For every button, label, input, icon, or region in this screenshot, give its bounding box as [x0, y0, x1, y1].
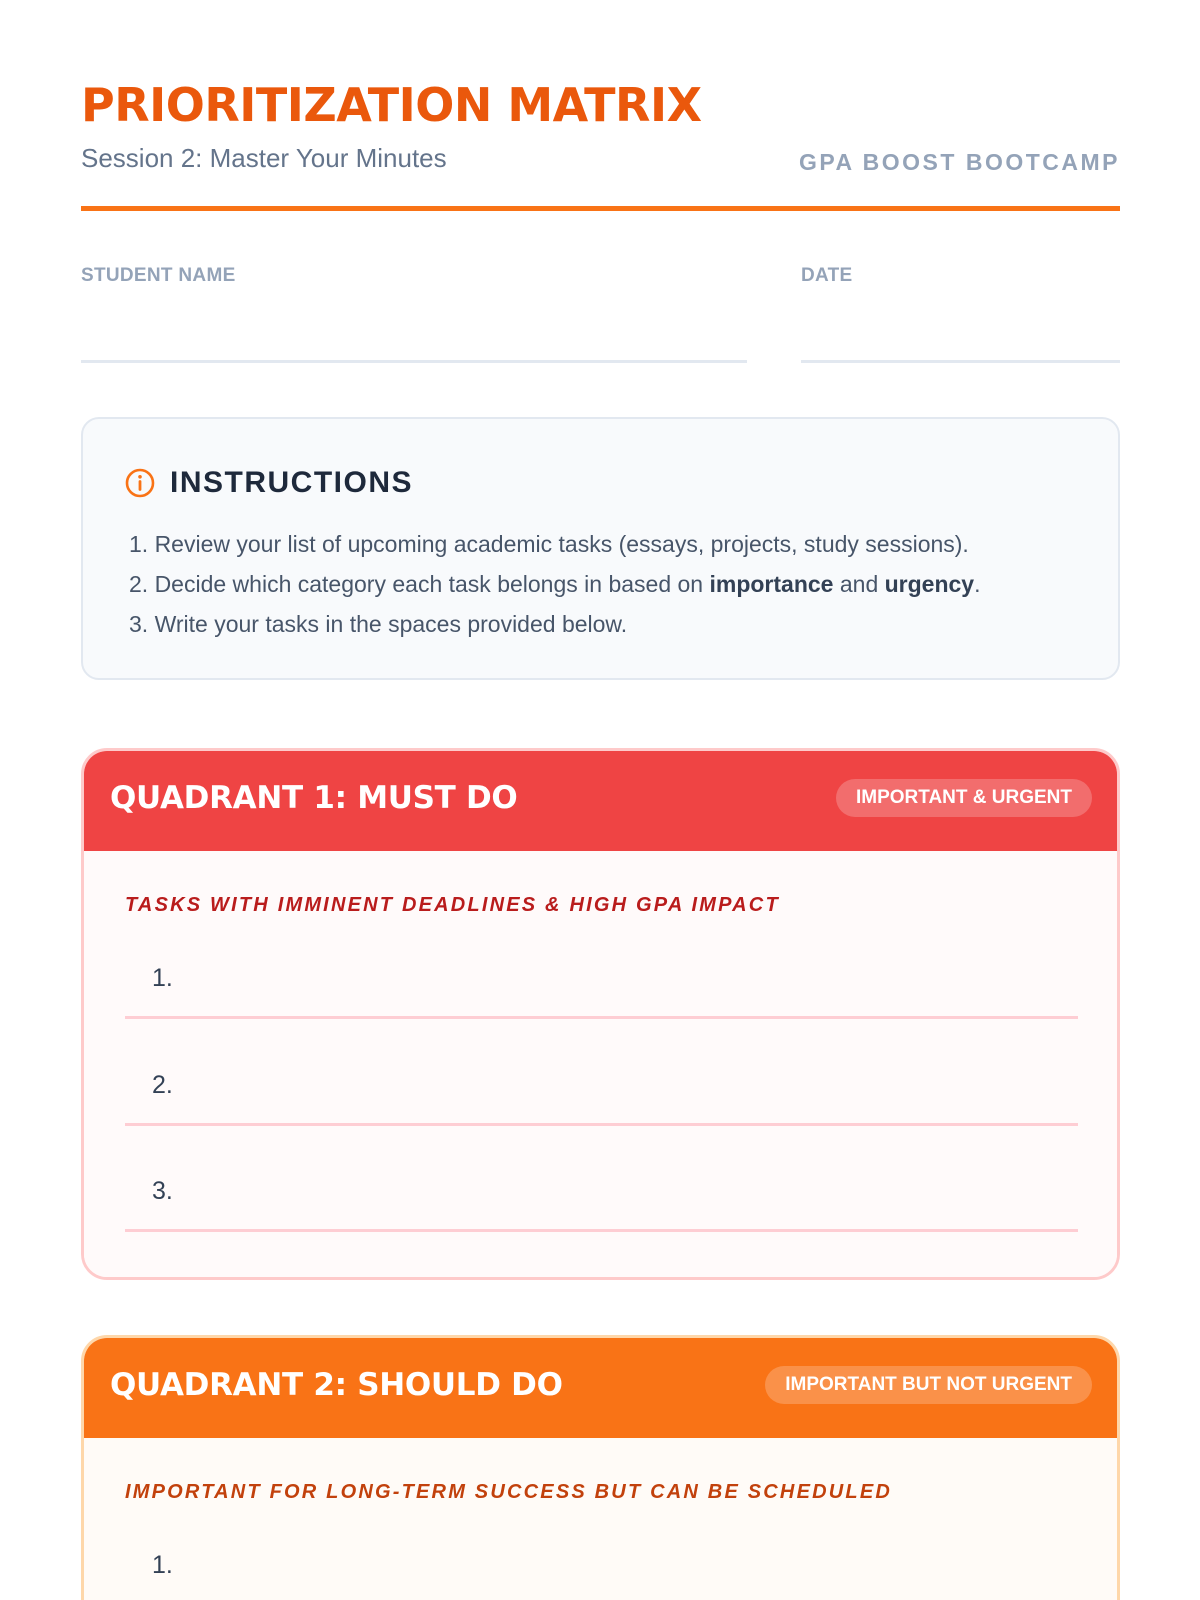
- quadrant-2-title: QUADRANT 2: SHOULD DO: [110, 1367, 563, 1403]
- quadrant-2-badge: IMPORTANT BUT NOT URGENT: [765, 1366, 1092, 1404]
- student-name-label: STUDENT NAME: [81, 265, 236, 286]
- worksheet-page: [81, 0, 1120, 1579]
- date-field[interactable]: [801, 360, 1120, 363]
- task-line-1[interactable]: [125, 1016, 1078, 1019]
- quadrant-1-header: [81, 748, 1120, 851]
- task-line-3[interactable]: [125, 1229, 1078, 1232]
- instruction-text: 2. Decide which category each task belongs in based on: [129, 571, 710, 597]
- info-icon: [124, 467, 156, 499]
- instruction-step: 3. Write your tasks in the spaces provided below.: [129, 611, 628, 637]
- task-number: 3.: [152, 1177, 173, 1205]
- quadrant-1-card: [81, 748, 1120, 1280]
- task-number: 1.: [152, 1551, 173, 1579]
- page-subtitle: Session 2: Master Your Minutes: [81, 143, 447, 173]
- instruction-step: 1. Review your list of upcoming academic tasks (essays, projects, study sessions).: [129, 531, 969, 557]
- quadrant-1-badge: IMPORTANT & URGENT: [836, 779, 1092, 817]
- task-number: 1.: [152, 964, 173, 992]
- worksheet-header: [81, 0, 1120, 211]
- instruction-text: .: [974, 571, 981, 597]
- page-title: PRIORITIZATION MATRIX: [81, 78, 702, 132]
- student-name-field[interactable]: [81, 360, 747, 363]
- quadrant-1-body: [84, 851, 1117, 1280]
- instruction-text: and: [833, 571, 885, 597]
- instructions-list: [129, 524, 981, 644]
- quadrant-1-description: TASKS WITH IMMINENT DEADLINES & HIGH GPA IMPACT: [125, 894, 780, 916]
- instruction-emphasis-importance: importance: [709, 571, 834, 597]
- date-label: DATE: [801, 265, 853, 286]
- quadrant-2-body: [84, 1438, 1117, 1600]
- program-brand: GPA BOOST BOOTCAMP: [799, 149, 1120, 175]
- instructions-title: INSTRUCTIONS: [170, 466, 413, 499]
- quadrant-2-card: [81, 1335, 1120, 1600]
- instruction-emphasis-urgency: urgency: [884, 571, 975, 597]
- instructions-box: [81, 417, 1120, 680]
- task-number: 2.: [152, 1071, 173, 1099]
- quadrant-2-header: [81, 1335, 1120, 1438]
- task-line-2[interactable]: [125, 1123, 1078, 1126]
- quadrant-2-description: IMPORTANT FOR LONG-TERM SUCCESS BUT CAN BE SCHEDULED: [125, 1481, 892, 1503]
- instruction-step: [129, 564, 981, 604]
- quadrant-1-title: QUADRANT 1: MUST DO: [110, 780, 518, 816]
